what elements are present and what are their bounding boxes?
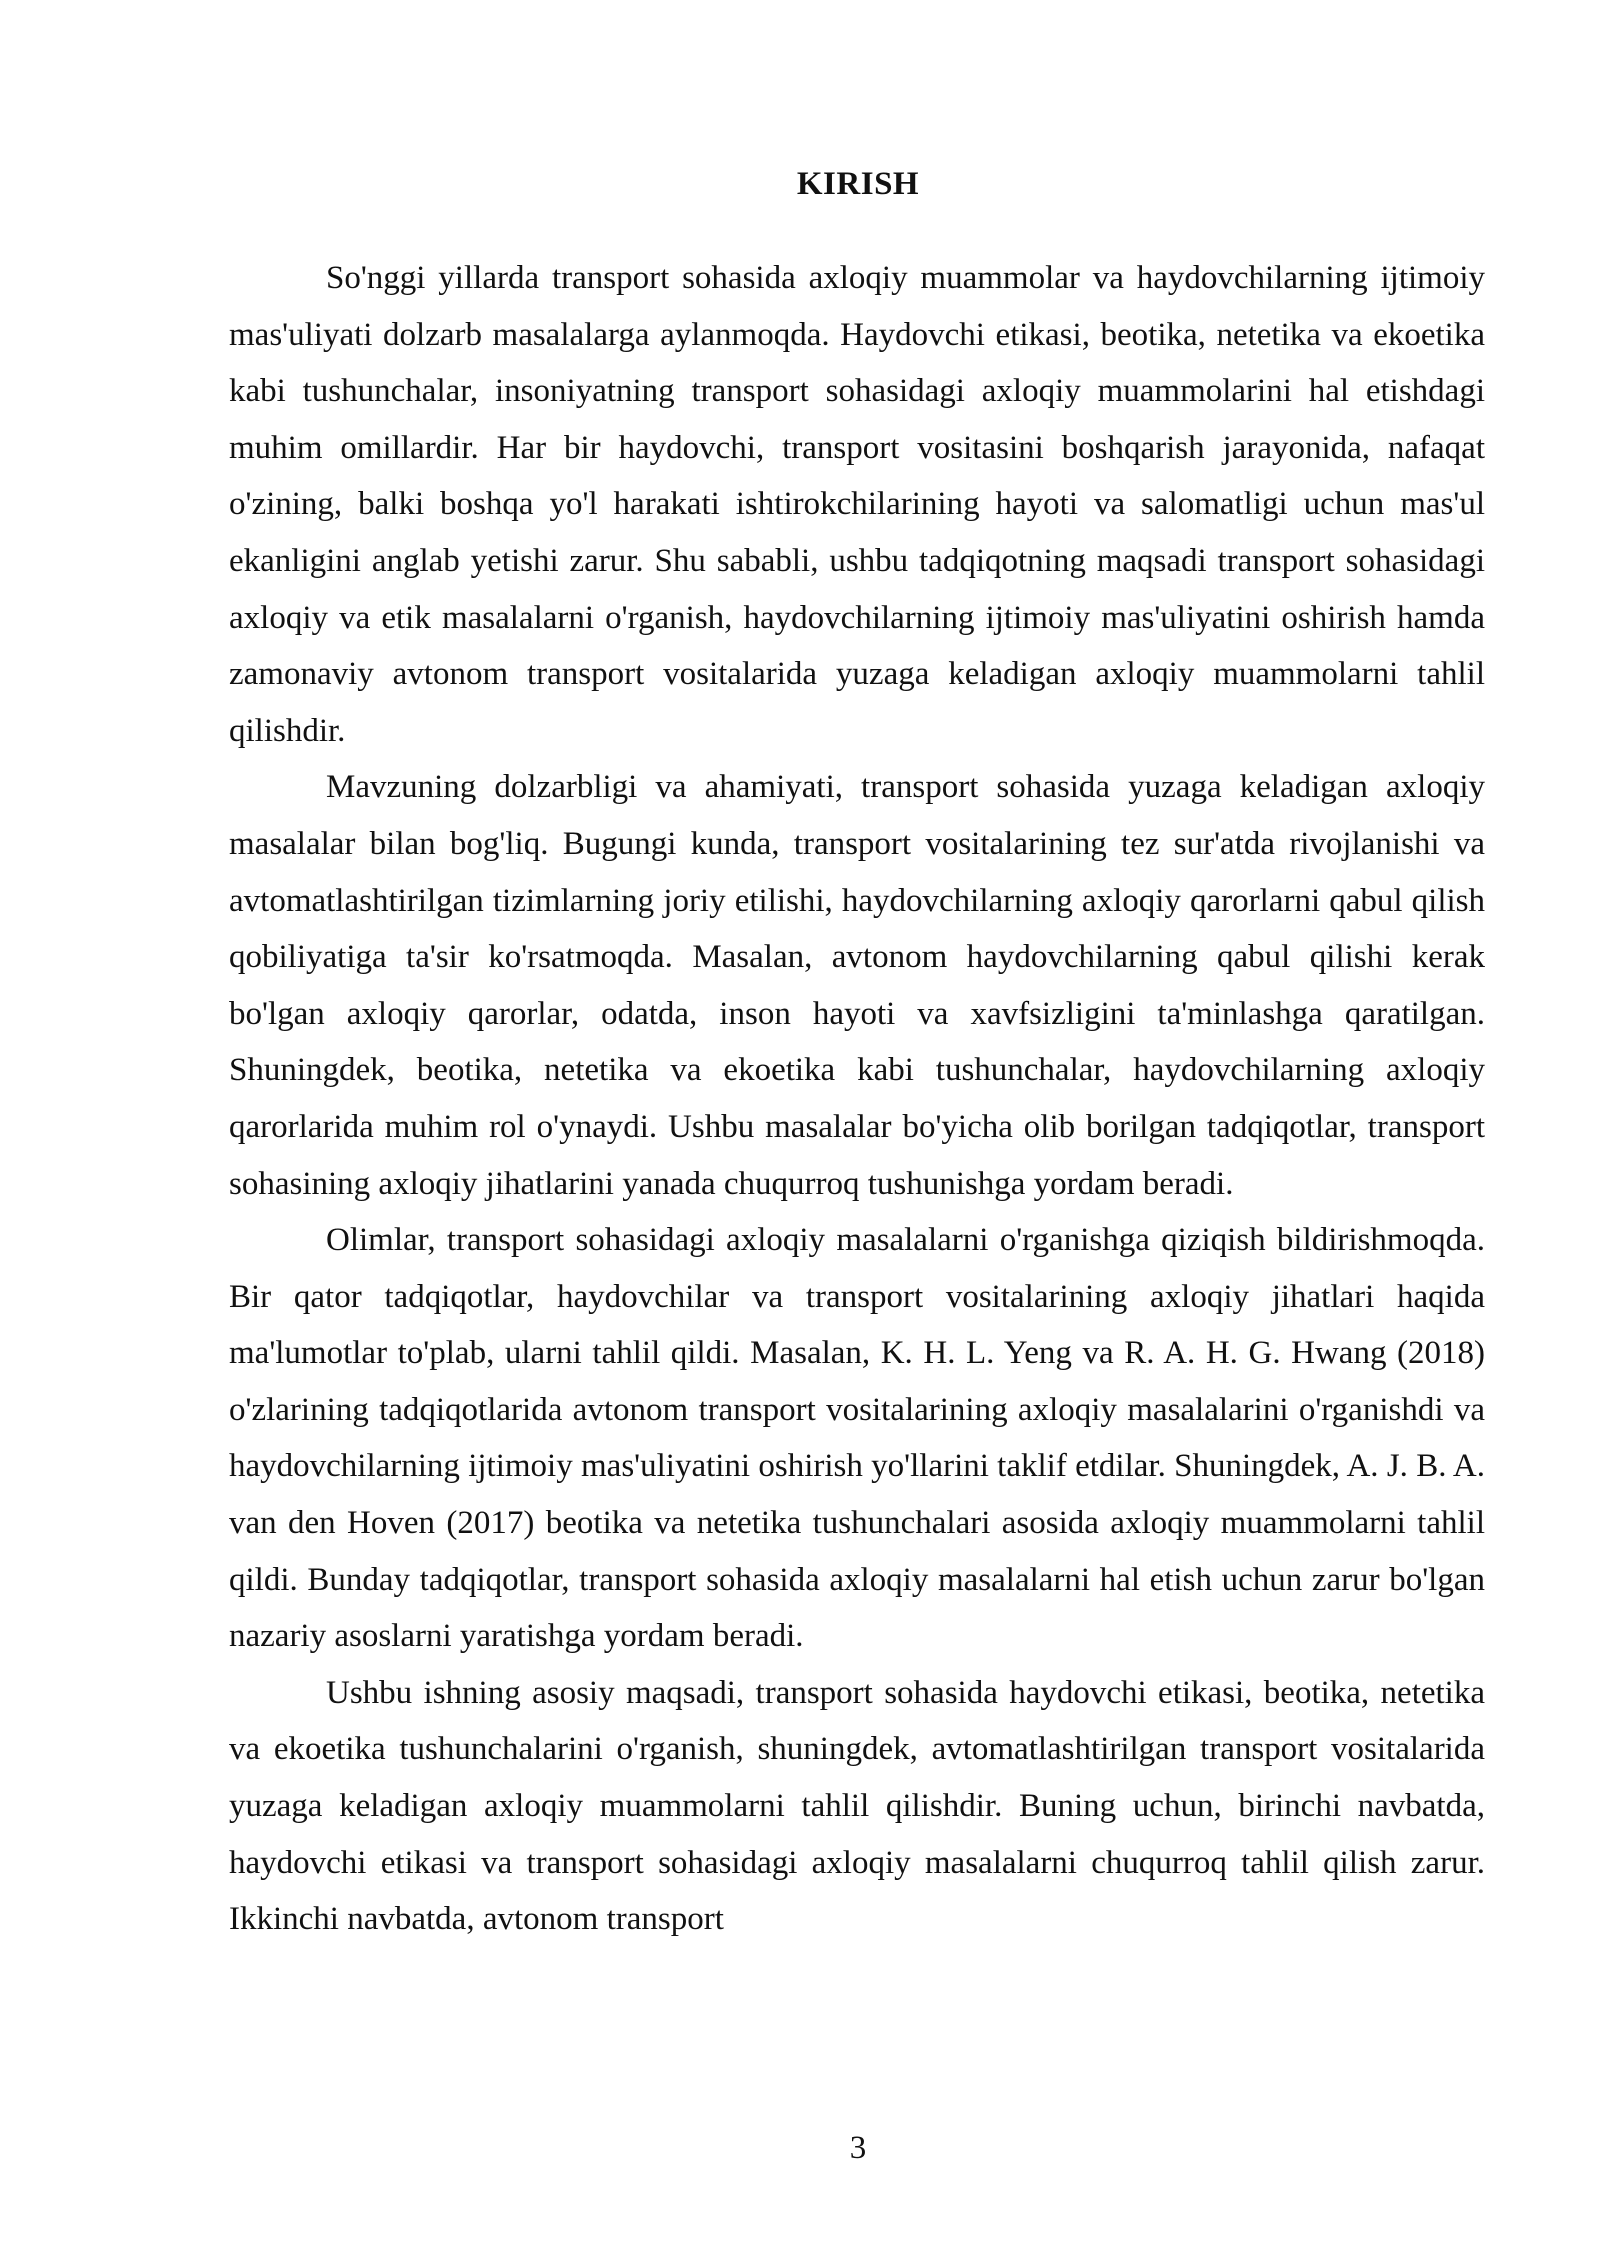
paragraph-2: Mavzuning dolzarbligi va ahamiyati, transport sohasida yuzaga keladigan axloqiy masalalar bilan bog'liq. Bugungi kunda, transport vositalarining tez sur'atda rivojlanishi va avtomatlashtirilgan tizimlarning joriy etilishi, haydovchilarning axloqiy qarorlarni qabul qilish qobiliyatiga ta'sir ko'rsatmoqda. Masalan, avtonom haydovchilarning qabul qilishi kerak bo'lgan axloqiy qarorlar, odatda, inson hayoti va xavfsizligini ta'minlashga qaratilgan. Shuningdek, beotika, netetika va ekoetika kabi tushunchalar, haydovchilarning axloqiy qarorlarida muhim rol o'ynaydi. Ushbu masalalar bo'yicha olib borilgan tadqiqotlar, transport sohasining axloqiy jihatlarini yanada chuqurroq tushunishga yordam beradi. [229,769,1485,1202]
paragraph-3: Olimlar, transport sohasidagi axloqiy masalalarni o'rganishga qiziqish bildirishmoqda. Bir qator tadqiqotlar, haydovchilar va transport vositalarining axloqiy jihatlari haqida ma'lumotlar to'plab, ularni tahlil qildi. Masalan, K. H. L. Yeng va R. A. H. G. Hwang (2018) o'zlarining tadqiqotlarida avtonom transport vositalarining axloqiy masalalarini o'rganishdi va haydovchilarning ijtimoiy mas'uliyatini oshirish yo'llarini taklif etdilar. Shuningdek, A. J. B. A. van den Hoven (2017) beotika va netetika tushunchalari asosida axloqiy muammolarni tahlil qildi. Bunday tadqiqotlar, transport sohasida axloqiy masalalarni hal etish uchun zarur bo'lgan nazariy asoslarni yaratishga yordam beradi. [229,1222,1485,1655]
paragraph-1: So'nggi yillarda transport sohasida axloqiy muammolar va haydovchilarning ijtimoiy mas'uliyati dolzarb masalalarga aylanmoqda. Haydovchi etikasi, beotika, netetika va ekoetika kabi tushunchalar, insoniyatning transport sohasidagi axloqiy muammolarini hal etishdagi muhim omillardir. Har bir haydovchi, transport vositasini boshqarish jarayonida, nafaqat o'zining, balki boshqa yo'l harakati ishtirokchilarining hayoti va salomatligi uchun mas'ul ekanligini anglab yetishi zarur. Shu sababli, ushbu tadqiqotning maqsadi transport sohasidagi axloqiy va etik masalalarni o'rganish, haydovchilarning ijtimoiy mas'uliyatini oshirish hamda zamonaviy avtonom transport vositalarida yuzaga keladigan axloqiy muammolarni tahlil qilishdir. [229,260,1485,749]
page-number: 3 [849,2130,867,2166]
section-title: KIRISH [796,166,920,202]
paragraph-4: Ushbu ishning asosiy maqsadi, transport sohasida haydovchi etikasi, beotika, netetika va ekoetika tushunchalarini o'rganish, shuningdek, avtomatlashtirilgan transport vositalarida yuzaga keladigan axloqiy muammolarni tahlil qilishdir. Buning uchun, birinchi navbatda, haydovchi etikasi va transport sohasidagi axloqiy masalalarni chuqurroq tahlil qilish zarur. Ikkinchi navbatda, avtonom transport [229,1674,1485,1938]
document-body [229,250,1485,1948]
